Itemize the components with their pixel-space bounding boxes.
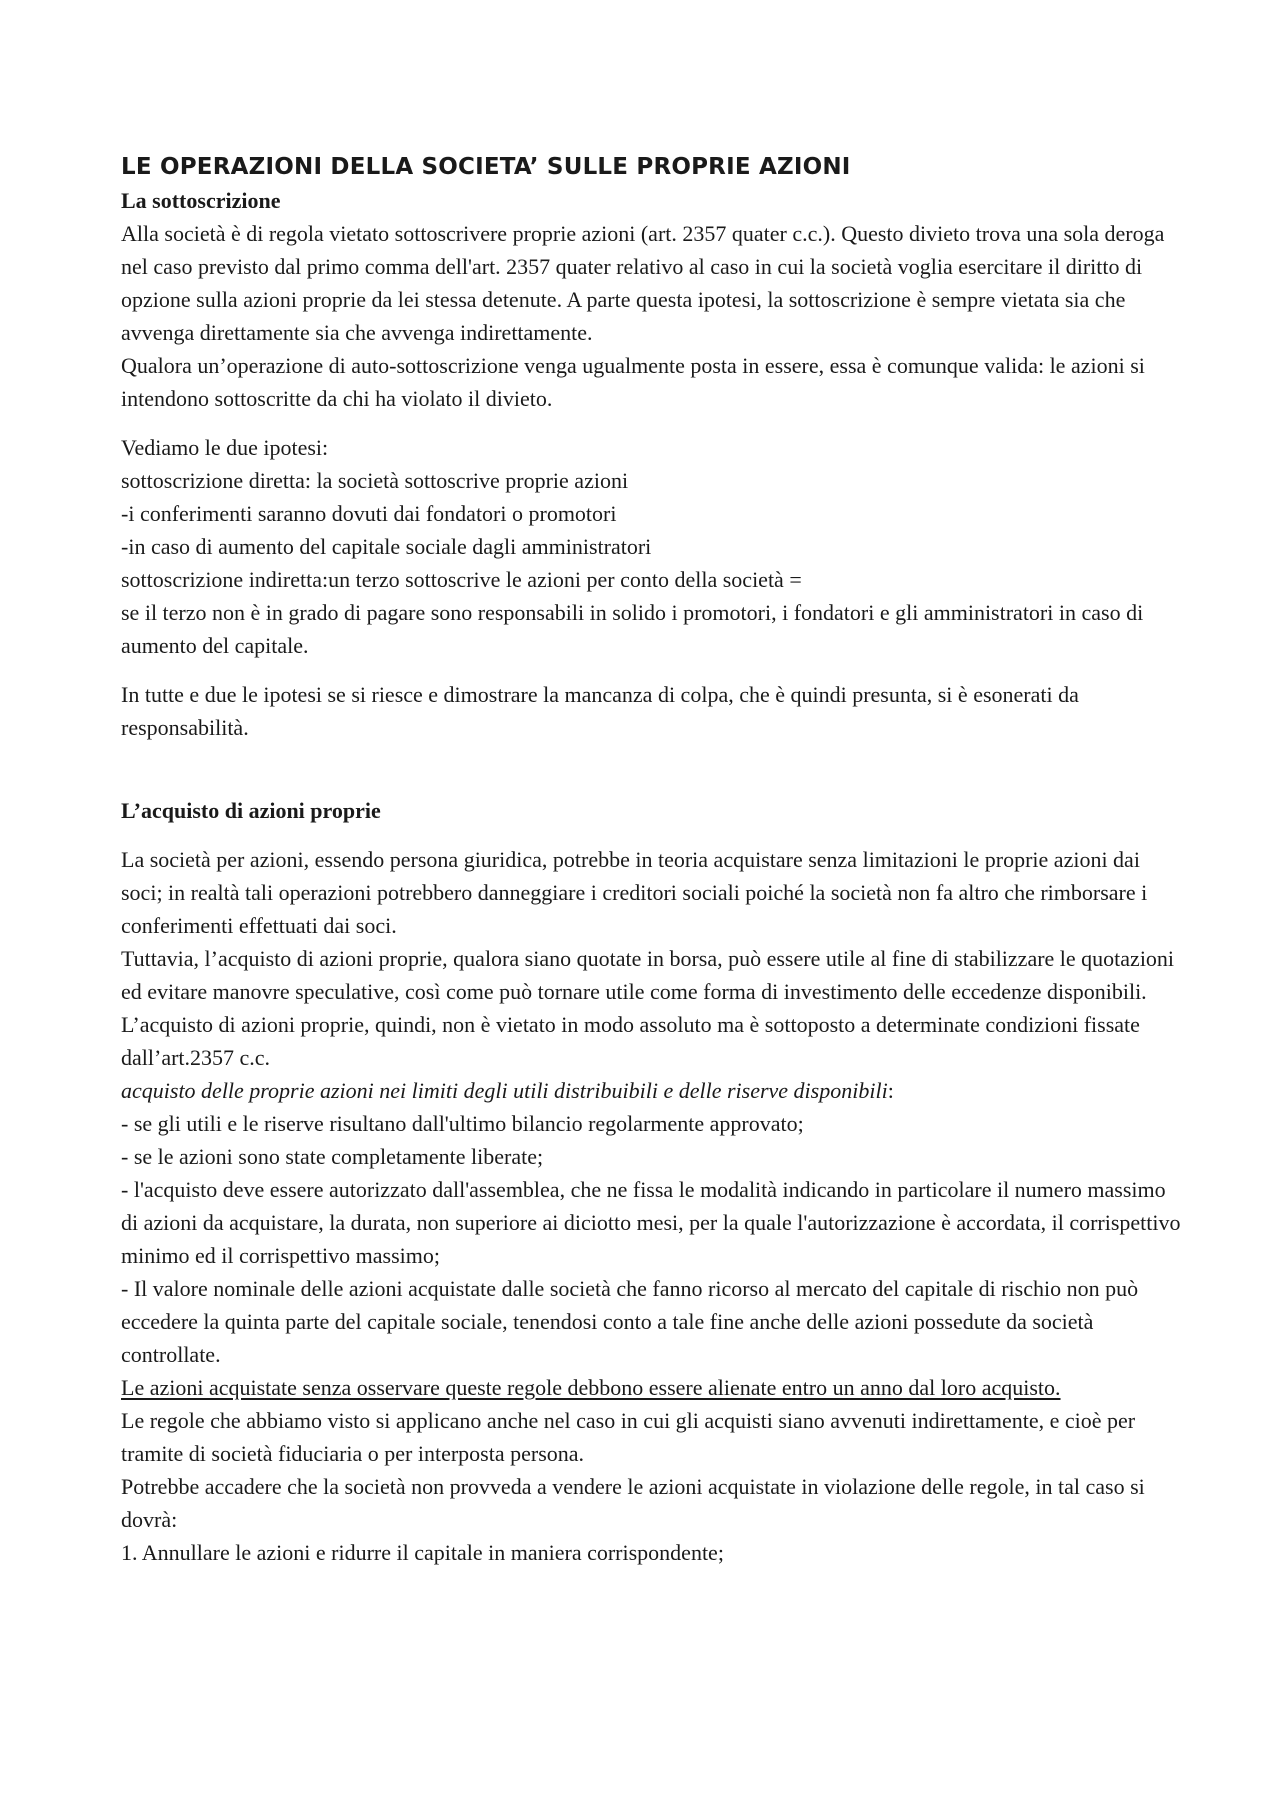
paragraph: Alla società è di regola vietato sottoscrivere proprie azioni (art. 2357 quater c.c.). Questo divieto trova una sola deroga nel caso previsto dal primo comma dell'art. 2357 quater relativo al caso in cui la società voglia esercitare il diritto di opzione sulla azioni proprie da lei stessa detenute. A parte questa ipotesi, la sottoscrizione è sempre vietata sia che avvenga direttamente sia che avvenga indirettamente. bbox=[121, 221, 1165, 345]
underlined-text: Le azioni acquistate senza osservare queste regole debbono essere alienate entro un anno dal loro acquisto. bbox=[121, 1375, 1061, 1400]
italic-suffix: : bbox=[887, 1078, 894, 1103]
list-line: -i conferimenti saranno dovuti dai fondatori o promotori bbox=[121, 501, 617, 526]
paragraph: Potrebbe accadere che la società non provveda a vendere le azioni acquistate in violazione delle regole, in tal caso si dovrà: bbox=[121, 1474, 1145, 1532]
paragraph: La società per azioni, essendo persona giuridica, potrebbe in teoria acquistare senza limitazioni le proprie azioni dai soci; in realtà tali operazioni potrebbero danneggiare i creditori sociali poiché la società non fa altro che rimborsare i conferimenti effettuati dai soci. bbox=[121, 847, 1148, 938]
paragraph: Le regole che abbiamo visto si applicano anche nel caso in cui gli acquisti siano avvenuti indirettamente, e cioè per tramite di società fiduciaria o per interposta persona. bbox=[121, 1408, 1136, 1466]
list-line: sottoscrizione diretta: la società sottoscrive proprie azioni bbox=[121, 468, 629, 493]
paragraph: In tutte e due le ipotesi se si riesce e dimostrare la mancanza di colpa, che è quindi presunta, si è esonerati da responsabilità. bbox=[121, 682, 1079, 740]
italic-condition-line bbox=[121, 1074, 1181, 1107]
condition-item: - se gli utili e le riserve risultano dall'ultimo bilancio regolarmente approvato; bbox=[121, 1111, 804, 1136]
spacer bbox=[121, 662, 1181, 678]
section-heading-sottoscrizione: La sottoscrizione bbox=[121, 188, 281, 213]
section-heading-acquisto: L’acquisto di azioni proprie bbox=[121, 798, 381, 823]
document-title: LE OPERAZIONI DELLA SOCIETA’ SULLE PROPRIE AZIONI bbox=[121, 154, 851, 180]
spacer bbox=[121, 744, 1181, 794]
paragraph: L’acquisto di azioni proprie, quindi, non è vietato in modo assoluto ma è sottoposto a determinate condizioni fissate dall’art.2357 c.c. bbox=[121, 1012, 1140, 1070]
spacer bbox=[121, 827, 1181, 843]
underlined-rule bbox=[121, 1371, 1181, 1404]
numbered-item: 1. Annullare le azioni e ridurre il capitale in maniera corrispondente; bbox=[121, 1540, 724, 1565]
document-page bbox=[121, 150, 1181, 1569]
paragraph: Tuttavia, l’acquisto di azioni proprie, qualora siano quotate in borsa, può essere utile al fine di stabilizzare le quotazioni ed evitare manovre speculative, così come può tornare utile come forma di investimento delle eccedenze disponibili. bbox=[121, 946, 1175, 1004]
list-line: se il terzo non è in grado di pagare sono responsabili in solido i promotori, i fondatori e gli amministratori in caso di aumento del capitale. bbox=[121, 600, 1144, 658]
italic-text: acquisto delle proprie azioni nei limiti degli utili distribuibili e delle riserve disponibili bbox=[121, 1078, 888, 1103]
condition-item: - Il valore nominale delle azioni acquistate dalle società che fanno ricorso al mercato del capitale di rischio non può eccedere la quinta parte del capitale sociale, tenendosi conto a tale fine anche delle azioni possedute da società controllate. bbox=[121, 1276, 1139, 1367]
condition-item: - l'acquisto deve essere autorizzato dall'assemblea, che ne fissa le modalità indicando in particolare il numero massimo di azioni da acquistare, la durata, non superiore ai diciotto mesi, per la quale l'autorizzazione è accordata, il corrispettivo minimo ed il corrispettivo massimo; bbox=[121, 1177, 1181, 1268]
list-line: -in caso di aumento del capitale sociale dagli amministratori bbox=[121, 534, 652, 559]
condition-item: - se le azioni sono state completamente liberate; bbox=[121, 1144, 544, 1169]
list-line: sottoscrizione indiretta:un terzo sottoscrive le azioni per conto della società = bbox=[121, 567, 802, 592]
list-intro: Vediamo le due ipotesi: bbox=[121, 435, 329, 460]
paragraph: Qualora un’operazione di auto-sottoscrizione venga ugualmente posta in essere, essa è comunque valida: le azioni si intendono sottoscritte da chi ha violato il divieto. bbox=[121, 353, 1145, 411]
spacer bbox=[121, 415, 1181, 431]
